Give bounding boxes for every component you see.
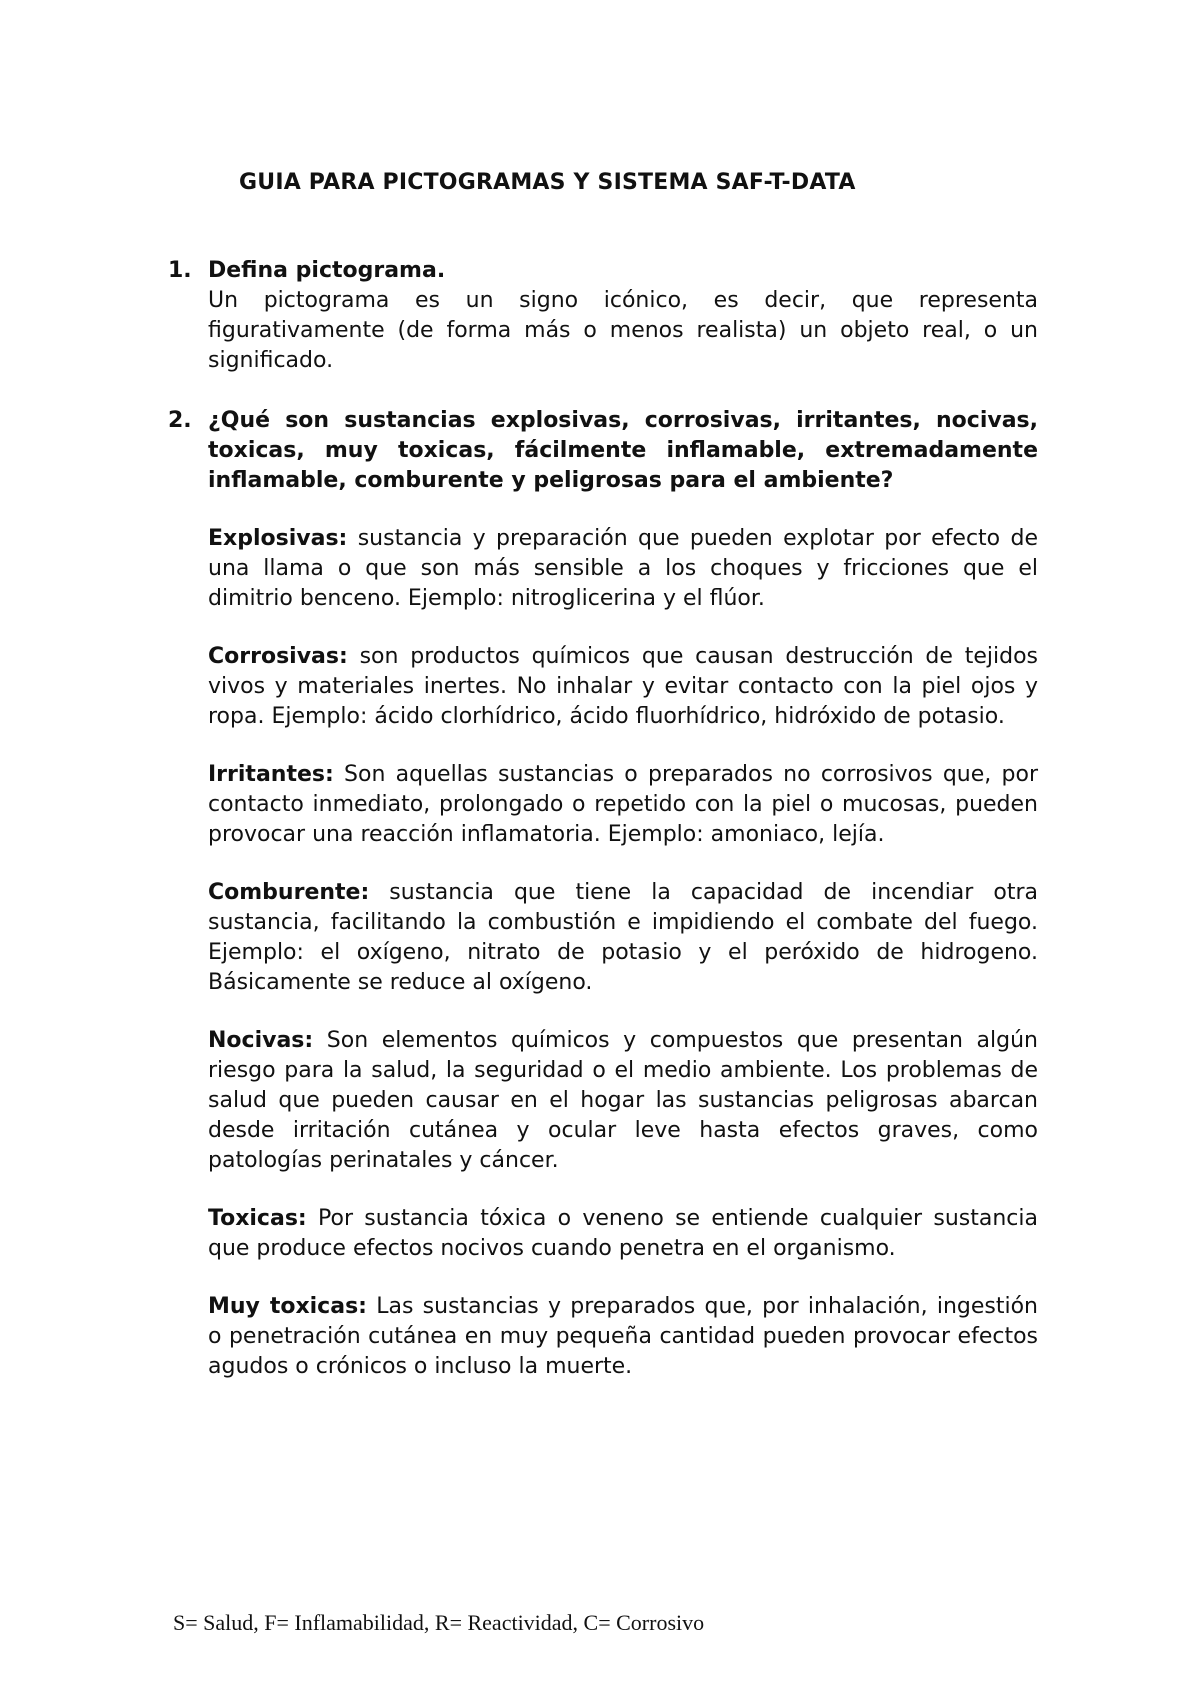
definition-text: sustancia que tiene la capacidad de incendiar otra sustancia, facilitando la combustión e impidiendo el combate del fuego. Ejemplo: el oxígeno, nitrato de potasio y el peróxido de hidrogeno. Básicamente se reduce al oxígeno.: [208, 880, 1038, 995]
definition-nocivas: [208, 1026, 1038, 1176]
question-number: 2.: [168, 408, 192, 433]
definition-term: Toxicas:: [208, 1206, 307, 1231]
definition-text: Son aquellas sustancias o preparados no corrosivos que, por contacto inmediato, prolongado o repetido con la piel o mucosas, pueden provocar una reacción inflamatoria. Ejemplo: amoniaco, lejía.: [208, 762, 1038, 847]
definition-text: sustancia y preparación que pueden explotar por efecto de una llama o que son más sensible a los choques y fricciones que el dimitrio benceno. Ejemplo: nitroglicerina y el flúor.: [208, 526, 1038, 611]
definition-comburente: [208, 878, 1038, 998]
question-2: [168, 406, 1038, 496]
question-title: Defina pictograma.: [208, 258, 446, 283]
question-body: [208, 256, 1038, 376]
definition-term: Nocivas:: [208, 1028, 314, 1053]
definition-term: Comburente:: [208, 880, 370, 905]
question-body: [208, 406, 1038, 496]
page-footer: S= Salud, F= Inflamabilidad, R= Reactividad, C= Corrosivo: [173, 1610, 705, 1635]
question-number: 1.: [168, 258, 192, 283]
question-title: ¿Qué son sustancias explosivas, corrosivas, irritantes, nocivas, toxicas, muy toxicas, fácilmente inflamable, extremadamente inflamable, comburente y peligrosas para el ambiente?: [208, 408, 1038, 493]
document-title: GUIA PARA PICTOGRAMAS Y SISTEMA SAF-T-DATA: [239, 170, 856, 195]
definitions-list: [208, 524, 1038, 1382]
definition-text: Por sustancia tóxica o veneno se entiende cualquier sustancia que produce efectos nocivos cuando penetra en el organismo.: [208, 1206, 1038, 1261]
definition-text: Las sustancias y preparados que, por inhalación, ingestión o penetración cutánea en muy pequeña cantidad pueden provocar efectos agudos o crónicos o incluso la muerte.: [208, 1294, 1038, 1379]
definition-text: son productos químicos que causan destrucción de tejidos vivos y materiales inertes. No inhalar y evitar contacto con la piel ojos y ropa. Ejemplo: ácido clorhídrico, ácido fluorhídrico, hidróxido de potasio.: [208, 644, 1038, 729]
definition-toxicas: [208, 1204, 1038, 1264]
definition-term: Irritantes:: [208, 762, 334, 787]
document-body: [168, 256, 1038, 1410]
definition-term: Muy toxicas:: [208, 1294, 367, 1319]
definition-explosivas: [208, 524, 1038, 614]
definition-term: Explosivas:: [208, 526, 348, 551]
question-1: [168, 256, 1038, 376]
definition-corrosivas: [208, 642, 1038, 732]
definition-muy-toxicas: [208, 1292, 1038, 1382]
definition-term: Corrosivas:: [208, 644, 348, 669]
definition-text: Son elementos químicos y compuestos que presentan algún riesgo para la salud, la seguridad o el medio ambiente. Los problemas de salud que pueden causar en el hogar las sustancias peligrosas abarcan desde irritación cutánea y ocular leve hasta efectos graves, como patologías perinatales y cáncer.: [208, 1028, 1038, 1173]
definition-irritantes: [208, 760, 1038, 850]
question-answer: Un pictograma es un signo icónico, es decir, que representa figurativamente (de forma más o menos realista) un objeto real, o un significado.: [208, 288, 1038, 373]
